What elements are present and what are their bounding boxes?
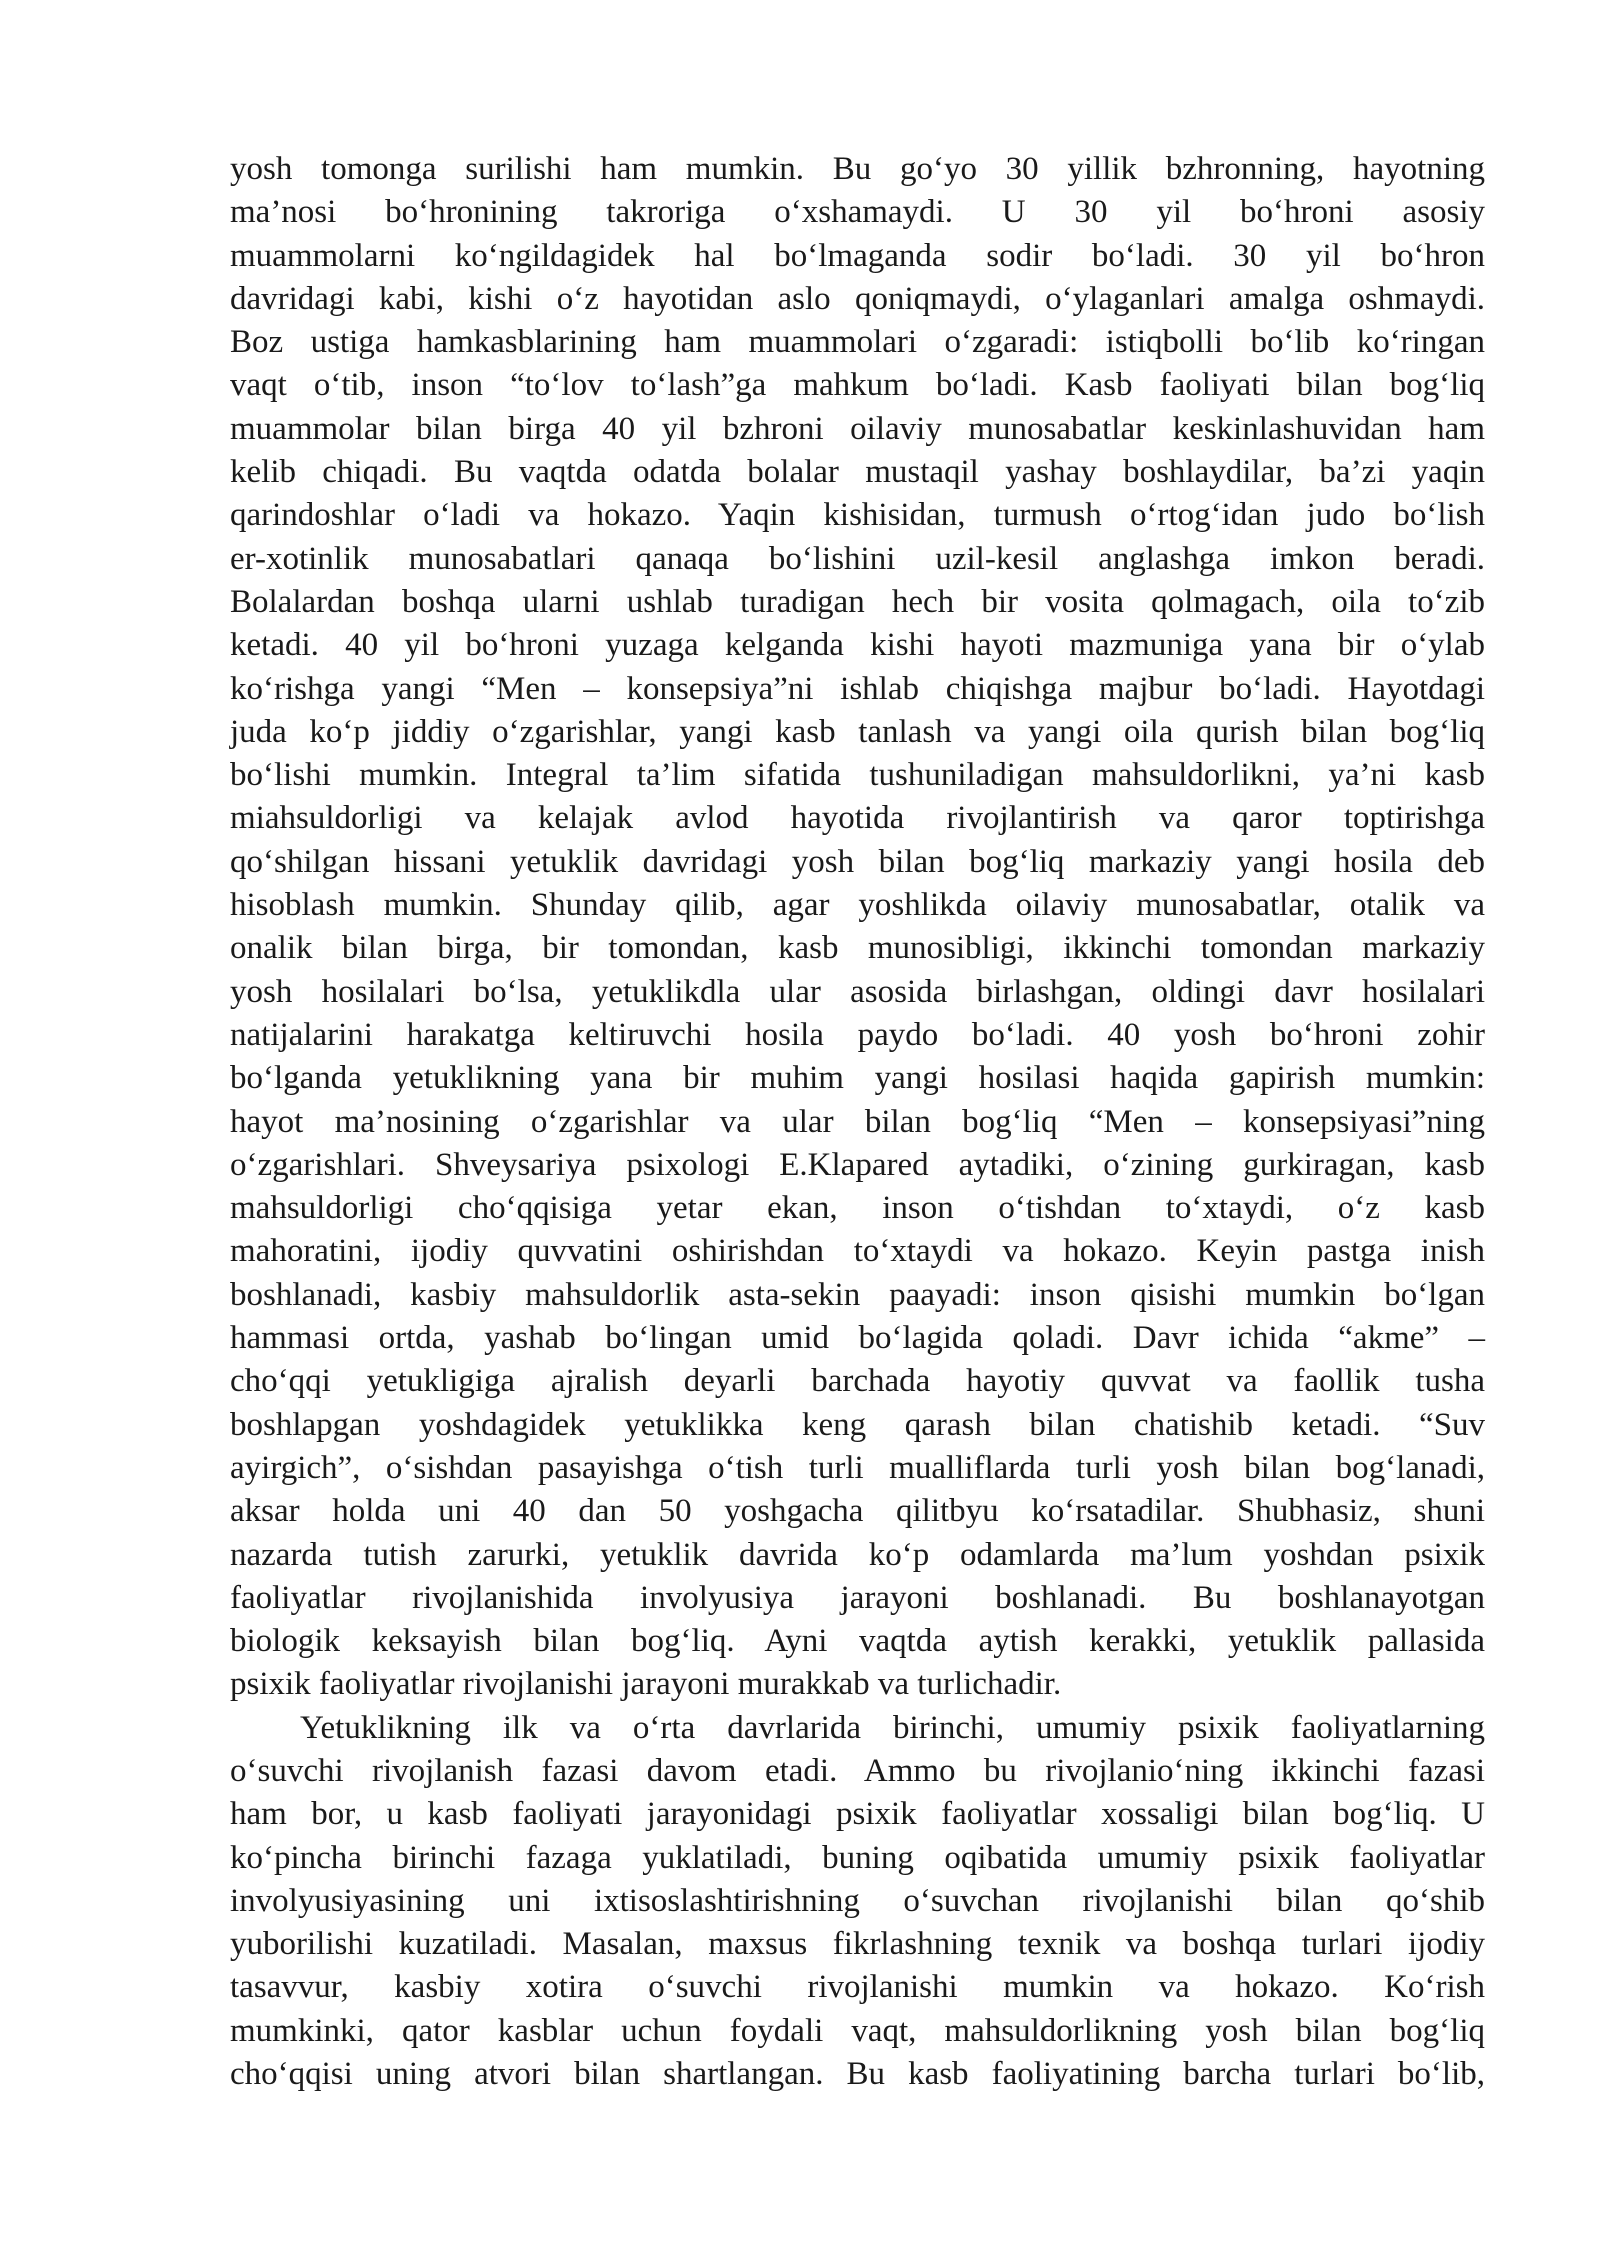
- text-line: ham bor, u kasb faoliyati jarayonidagi psixik faoliyatlar xossaligi bilan bog‘liq. U: [230, 1796, 1485, 1833]
- text-line: tasavvur, kasbiy xotira o‘suvchi rivojlanishi mumkin va hokazo. Ko‘rish: [230, 1969, 1485, 2006]
- text-line: ketadi. 40 yil bo‘hroni yuzaga kelganda kishi hayoti mazmuniga yana bir o‘ylab: [230, 627, 1485, 664]
- text-line: yuborilishi kuzatiladi. Masalan, maxsus fikrlashning texnik va boshqa turlari ijodiy: [230, 1926, 1485, 1963]
- text-line: boshlanadi, kasbiy mahsuldorlik asta-sekin paayadi: inson qisishi mumkin bo‘lgan: [230, 1276, 1485, 1313]
- text-line: hayot ma’nosining o‘zgarishlar va ular bilan bog‘liq “Men – konsepsiyasi”ning: [230, 1103, 1485, 1140]
- text-line: ma’nosi bo‘hronining takroriga o‘xshamaydi. U 30 yil bo‘hroni asosiy: [230, 194, 1485, 231]
- text-line: miahsuldorligi va kelajak avlod hayotida rivojlantirish va qaror toptirishga: [230, 800, 1485, 837]
- text-line: o‘suvchi rivojlanish fazasi davom etadi. Ammo bu rivojlanio‘ning ikkinchi fazasi: [230, 1752, 1485, 1789]
- text-line: aksar holda uni 40 dan 50 yoshgacha qilitbyu ko‘rsatadilar. Shubhasiz, shuni: [230, 1493, 1485, 1530]
- body-text: [230, 148, 1485, 2096]
- text-line: biologik keksayish bilan bog‘liq. Ayni vaqtda aytish kerakki, yetuklik pallasida: [230, 1623, 1485, 1660]
- paragraph: [230, 148, 1485, 1707]
- text-line: cho‘qqisi uning atvori bilan shartlangan. Bu kasb faoliyatining barcha turlari bo‘lib,: [230, 2056, 1485, 2093]
- text-line: o‘zgarishlari. Shveysariya psixologi E.Klapared aytadiki, o‘zining gurkiragan, kasb: [230, 1146, 1485, 1183]
- text-line: qo‘shilgan hissani yetuklik davridagi yosh bilan bog‘liq markaziy yangi hosila deb: [230, 843, 1485, 880]
- text-line: Bolalardan boshqa ularni ushlab turadigan hech bir vosita qolmagach, oila to‘zib: [230, 583, 1485, 620]
- text-line: ko‘pincha birinchi fazaga yuklatiladi, buning oqibatida umumiy psixik faoliyatlar: [230, 1839, 1485, 1876]
- text-line: mumkinki, qator kasblar uchun foydali vaqt, mahsuldorlikning yosh bilan bog‘liq: [230, 2012, 1485, 2049]
- text-line: cho‘qqi yetukligiga ajralish deyarli barchada hayotiy quvvat va faollik tusha: [230, 1363, 1485, 1400]
- text-line: faoliyatlar rivojlanishida involyusiya jarayoni boshlanadi. Bu boshlanayotgan: [230, 1579, 1485, 1616]
- text-line: bo‘lishi mumkin. Integral ta’lim sifatida tushuniladigan mahsuldorlikni, ya’ni kasb: [230, 757, 1485, 794]
- text-line: mahoratini, ijodiy quvvatini oshirishdan to‘xtaydi va hokazo. Keyin pastga inish: [230, 1233, 1485, 1270]
- text-line: ayirgich”, o‘sishdan pasayishga o‘tish turli mualliflarda turli yosh bilan bog‘lanadi,: [230, 1449, 1485, 1486]
- text-line: nazarda tutish zarurki, yetuklik davrida ko‘p odamlarda ma’lum yoshdan psixik: [230, 1536, 1485, 1573]
- text-line: boshlapgan yoshdagidek yetuklikka keng qarash bilan chatishib ketadi. “Suv: [230, 1406, 1485, 1443]
- text-line: qarindoshlar o‘ladi va hokazo. Yaqin kishisidan, turmush o‘rtog‘idan judo bo‘lish: [230, 497, 1485, 534]
- text-line: hammasi ortda, yashab bo‘lingan umid bo‘lagida qoladi. Davr ichida “akme” –: [230, 1320, 1485, 1357]
- text-line: bo‘lganda yetuklikning yana bir muhim yangi hosilasi haqida gapirish mumkin:: [230, 1060, 1485, 1097]
- text-line: ko‘rishga yangi “Men – konsepsiya”ni ishlab chiqishga majbur bo‘ladi. Hayotdagi: [230, 670, 1485, 707]
- text-line: onalik bilan birga, bir tomondan, kasb munosibligi, ikkinchi tomondan markaziy: [230, 930, 1485, 967]
- text-line: muammolarni ko‘ngildagidek hal bo‘lmaganda sodir bo‘ladi. 30 yil bo‘hron: [230, 237, 1485, 274]
- text-line: er-xotinlik munosabatlari qanaqa bo‘lishini uzil-kesil anglashga imkon beradi.: [230, 540, 1485, 577]
- text-line: yosh tomonga surilishi ham mumkin. Bu go‘yo 30 yillik bzhronning, hayotning: [230, 151, 1485, 187]
- text-line: kelib chiqadi. Bu vaqtda odatda bolalar mustaqil yashay boshlaydilar, ba’zi yaqin: [230, 454, 1485, 491]
- text-line: natijalarini harakatga keltiruvchi hosila paydo bo‘ladi. 40 yosh bo‘hroni zohir: [230, 1016, 1485, 1053]
- text-line: mahsuldorligi cho‘qqisiga yetar ekan, inson o‘tishdan to‘xtaydi, o‘z kasb: [230, 1190, 1485, 1227]
- text-line: davridagi kabi, kishi o‘z hayotidan aslo qoniqmaydi, o‘ylaganlari amalga oshmaydi.: [230, 280, 1485, 317]
- text-line: psixik faoliyatlar rivojlanishi jarayoni murakkab va turlichadir.: [230, 1666, 1062, 1703]
- text-line: vaqt o‘tib, inson “to‘lov to‘lash”ga mahkum bo‘ladi. Kasb faoliyati bilan bog‘liq: [230, 367, 1485, 404]
- text-line: muammolar bilan birga 40 yil bzhroni oilaviy munosabatlar keskinlashuvidan ham: [230, 410, 1485, 447]
- text-line: involyusiyasining uni ixtisoslashtirishning o‘suvchan rivojlanishi bilan qo‘shib: [230, 1882, 1485, 1919]
- paragraph: [230, 1707, 1485, 2097]
- text-line: juda ko‘p jiddiy o‘zgarishlar, yangi kasb tanlash va yangi oila qurish bilan bog‘liq: [230, 713, 1485, 750]
- text-line: hisoblash mumkin. Shunday qilib, agar yoshlikda oilaviy munosabatlar, otalik va: [230, 887, 1485, 924]
- text-line: yosh hosilalari bo‘lsa, yetuklikdla ular asosida birlashgan, oldingi davr hosilalari: [230, 973, 1485, 1010]
- text-line: Yetuklikning ilk va o‘rta davrlarida birinchi, umumiy psixik faoliyatlarning: [300, 1709, 1485, 1746]
- text-line: Boz ustiga hamkasblarining ham muammolari o‘zgaradi: istiqbolli bo‘lib ko‘ringan: [230, 324, 1485, 361]
